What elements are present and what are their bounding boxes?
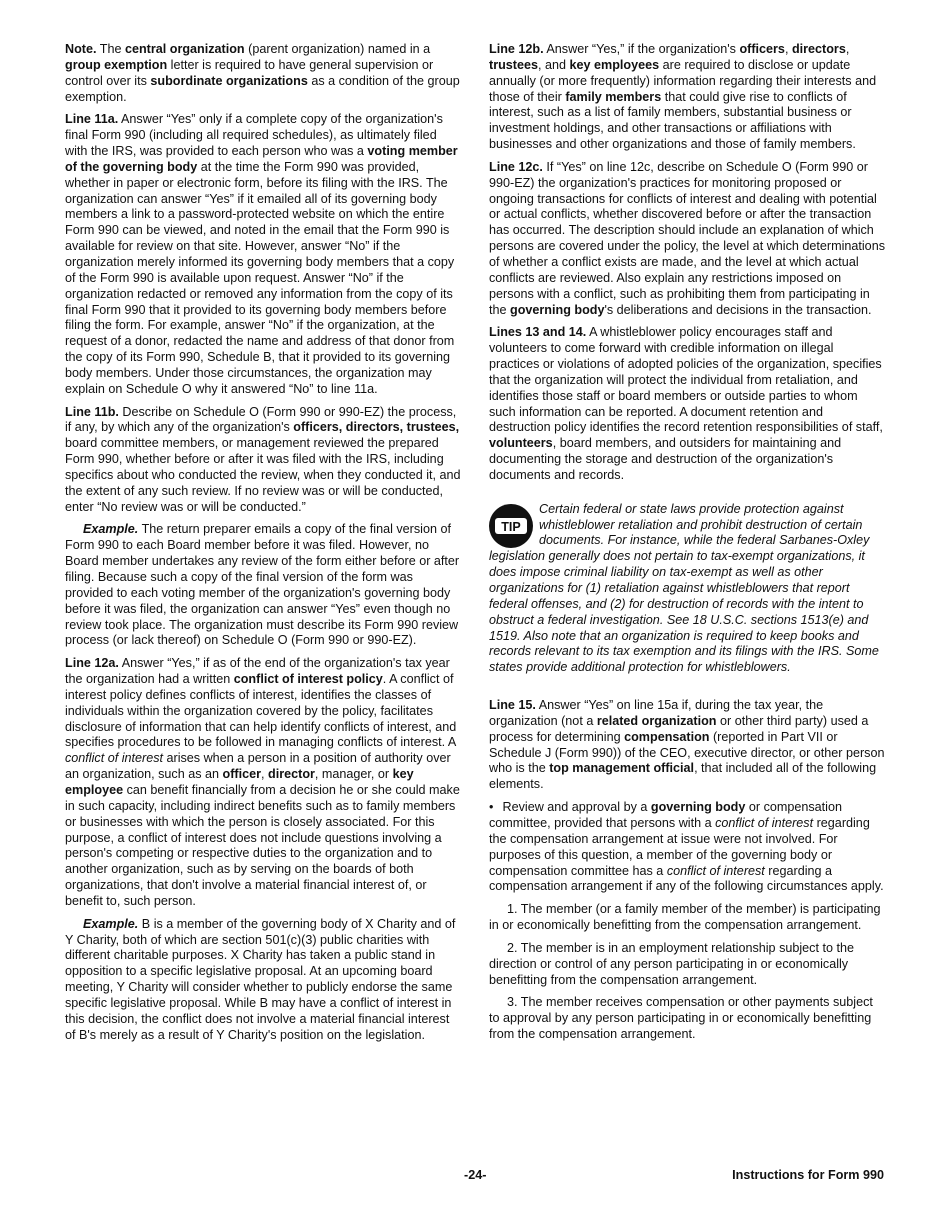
line-11b-paragraph: Line 11b. Describe on Schedule O (Form 990 or 990-EZ) the process, if any, by which any of the organization's officers, directors, trustees, board committee members, or management reviewed the prepared Form 990, whether before or after it was filed with the IRS, including specifics about who conducted the review, when they conducted it, and the extent of any such review. If no review was or will be conducted, enter “No review was or will be conducted.” xyxy=(65,404,461,514)
example-1-paragraph: Example. The return preparer emails a copy of the final version of Form 990 to each Board member before it was filed. However, no Board member undertakes any review of the form either before or after filing. Because such a copy of the final version of the form was provided to each voting member of the organization's governing body before it was filed, the organization can answer “Yes” even though no review took place. The organization must describe its Form 990 review process (or lack thereof) on Schedule O (Form 990 or 990-EZ). xyxy=(65,522,460,648)
form-title-footer: Instructions for Form 990 xyxy=(732,1168,884,1182)
line-12a-paragraph: Line 12a. Answer “Yes,” if as of the end of the organization's tax year the organization had a written conflict of interest policy. A conflict of interest policy defines conflicts of interest, identifies the classes of individuals within the organization covered by the policy, facilitates disclosure of information that can help identify conflicts of interest, and specifies procedures to be followed in managing conflicts of interest. A conflict of interest arises when a person in a position of authority over an organization, such as an officer, director, manager, or key employee can benefit financially from a decision he or she could make in such capacity, including indirect benefits such as to family members or businesses with which the person is closely associated. For this purpose, a conflict of interest does not include questions involving a person's competing or respective duties to the organization and to another organization, such as by serving on the boards of both organizations, that don't involve a material financial interest of, or benefit to, such person. xyxy=(65,656,460,908)
line-11b-heading: Line 11b. xyxy=(65,404,119,419)
list-item-2: 2. The member is in an employment relationship subject to the direction or control of any person participating in or economically benefitting from the compensation arrangement. xyxy=(489,940,854,987)
tip-box xyxy=(489,502,886,676)
tip-icon-label: TIP xyxy=(501,519,521,534)
line-12b-heading: Line 12b. xyxy=(489,42,544,56)
line-12c-heading: Line 12c. xyxy=(489,159,543,174)
bullet-icon: • xyxy=(489,800,494,815)
note-paragraph: Note. The central organization (parent organization) named in a group exemption letter is required to have general supervision or control over its subordinate organizations as a condition of the group exemption. xyxy=(65,42,460,104)
tip-icon xyxy=(489,504,533,548)
line-11a-heading: Line 11a. xyxy=(65,112,119,127)
lines-13-14-heading: Lines 13 and 14. xyxy=(489,325,587,340)
line-12a-heading: Line 12a. xyxy=(65,656,119,671)
line-15-paragraph: Line 15. Answer “Yes” on line 15a if, during the tax year, the organization (not a related organization or other third party) used a process for determining compensation (reported in Part VII or Schedule J (Form 990)) of the CEO, executive director, or other person who is the top management official, that included all of the following elements. xyxy=(489,698,885,792)
note-heading: Note. xyxy=(65,42,97,56)
left-column xyxy=(65,42,462,1050)
lines-13-14-paragraph: Lines 13 and 14. A whistleblower policy encourages staff and volunteers to come forward with credible information on illegal practices or violations of adopted policies of the organization, specifies that the organization will protect the individual from retaliation, and identifies those staff or board members or outside parties to whom such information can be reported. A document retention and destruction policy identifies the record retention responsibilities of staff, volunteers, board members, and outsiders for maintaining and documenting the storage and destruction of the organization's documents and records. xyxy=(489,325,883,482)
line-11a-paragraph: Line 11a. Answer “Yes” only if a complete copy of the organization's final Form 990 (including all required schedules), as ultimately filed with the IRS, was provided to each person who was a voting member of the governing body at the time the Form 990 was provided, whether in paper or electronic form, before its filing with the IRS. The organization can answer “Yes” if it emailed all of its governing body members a link to a password-protected website on which the entire Form 990 can be viewed, and noted in the email that the Form 990 is available for review on that site. However, answer “No” if the organization merely informed its governing body members that a copy of the Form 990 is available upon request. Answer “No” if the organization redacted or removed any information from the copy of its final Form 990 that it provided to its governing body members before filing the form. For example, answer “No” if the organization, at the request of a donor, redacted the name and address of that donor from the copy of its Form 990, Schedule B, that it provided to its governing body members. Under those circumstances, the organization may explain on Schedule O why it answered “No” to line 11a. xyxy=(65,112,458,396)
list-item-3: 3. The member receives compensation or other payments subject to approval by any person participating in or economically benefitting from the compensation arrangement. xyxy=(489,995,873,1042)
line-15-heading: Line 15. xyxy=(489,698,536,713)
page-number: -24- xyxy=(464,1168,487,1182)
tip-text: Certain federal or state laws provide protection against whistleblower retaliation and prohibit destruction of certain documents. For instance, while the federal Sarbanes-Oxley legislation generally does not pertain to tax-exempt organizations, it does impose criminal liability on tax-exempt as well as other organizations for (1) retaliation against whistleblowers that report federal offenses, and (2) for destruction of records with the intent to obstruct a federal investigation. See 18 U.S.C. sections 1513(e) and 1519. Also note that an organization is required to keep books and records relevant to its tax exemption and its filings with the IRS. Some states provide additional protection for whistleblowers. xyxy=(489,501,879,675)
bullet-item: • Review and approval by a governing body or compensation committee, provided that persons with a conflict of interest regarding the compensation arrangement at issue were not involved. For purposes of this question, a member of the governing body or compensation committee has a conflict of interest regarding a compensation arrangement if any of the following circumstances apply. xyxy=(489,800,884,894)
list-item-1: 1. The member (or a family member of the member) is participating in or economically benefitting from the compensation arrangement. xyxy=(489,902,881,933)
tip-icon-graphic xyxy=(491,506,531,546)
example-1-heading: Example. xyxy=(83,522,139,537)
example-2-paragraph: Example. B is a member of the governing body of X Charity and of Y Charity, both of which are section 501(c)(3) public charities with different charitable purposes. X Charity has taken a public stand in opposition to a specific legislative proposal. At an upcoming board meeting, Y Charity will consider whether to publicly endorse the same specific legislative proposal. While B may have a conflict of interest in this decision, the conflict does not involve a material financial interest of B's merely as a result of Y Charity's position on the legislation. xyxy=(65,916,456,1042)
line-12b-paragraph: Line 12b. Answer “Yes,” if the organization's officers, directors, trustees, and key employees are required to disclose or update annually (or more frequently) information regarding their interests and those of their family members that could give rise to conflicts of interest, such as a list of family members, substantial business or investment holdings, and other transactions or affiliations with businesses and other organizations and those of family members. xyxy=(489,42,877,152)
line-12c-paragraph: Line 12c. If “Yes” on line 12c, describe on Schedule O (Form 990 or 990-EZ) the organization's practices for monitoring proposed or ongoing transactions for conflicts of interest and dealing with potential or actual conflicts, whether discovered before or after the transaction has occurred. The description should include an explanation of which persons are covered under the policy, the level at which determinations of whether a conflict exists are made, and the level at which actual conflicts are reviewed. Also explain any restrictions imposed on persons with a conflict, such as prohibiting them from participating in the governing body's deliberations and decisions in the transaction. xyxy=(489,159,885,317)
example-2-heading: Example. xyxy=(83,916,139,931)
right-column xyxy=(489,42,886,1050)
